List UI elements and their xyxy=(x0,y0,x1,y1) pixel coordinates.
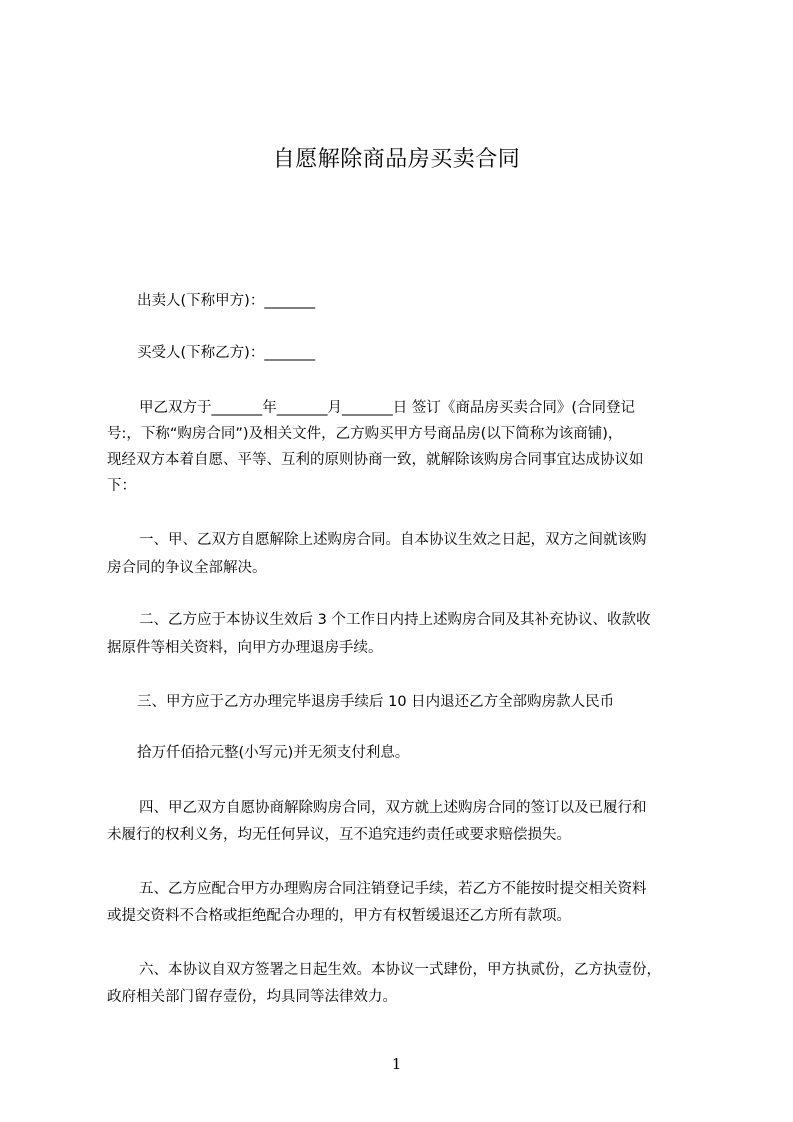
page-number: 1 xyxy=(391,1055,402,1073)
clause-3-line-1: 三、甲方应于乙方办理完毕退房手续后 10 日内退还乙方全部购房款人民币 xyxy=(137,694,615,710)
clause-4-line-1: 四、甲乙双方自愿协商解除购房合同，双方就上述购房合同的签订以及已履行和 xyxy=(139,800,647,816)
clause-1-line-2: 房合同的争议全部解决。 xyxy=(107,560,267,576)
clause-2-line-1: 二、乙方应于本协议生效后 3 个工作日内持上述购房合同及其补充协议、收款收 xyxy=(139,612,651,628)
clause-5-line-2: 或提交资料不合格或拒绝配合办理的，甲方有权暂缓退还乙方所有款项。 xyxy=(107,908,571,924)
intro-line-4: 下： xyxy=(107,478,136,494)
seller-line: 出卖人(下称甲方)：_______ xyxy=(137,293,316,309)
clause-5-line-1: 五、乙方应配合甲方办理购房合同注销登记手续，若乙方不能按时提交相关资料 xyxy=(139,881,647,897)
buyer-line: 买受人(下称乙方)：_______ xyxy=(137,345,316,361)
clause-4-line-2: 未履行的权利义务，均无任何异议，互不追究违约责任或要求赔偿损失。 xyxy=(107,827,571,843)
intro-line-2: 号:，下称“购房合同”)及相关文件，乙方购买甲方号商品房(以下简称为该商铺)， xyxy=(107,426,623,442)
clause-2-line-2: 据原件等相关资料，向甲方办理退房手续。 xyxy=(107,640,383,656)
clause-1-line-1: 一、甲、乙双方自愿解除上述购房合同。自本协议生效之日起，双方之间就该购 xyxy=(139,532,647,548)
intro-line-1: 甲乙双方于_______年_______月_______日 签订《商品房买卖合同》(合同登记 xyxy=(139,400,636,416)
clause-3-line-2: 拾万仟佰拾元整(小写元)并无须支付利息。 xyxy=(137,745,410,761)
document-title: 自愿解除商品房买卖合同 xyxy=(272,147,521,172)
clause-6-line-2: 政府相关部门留存壹份，均具同等法律效力。 xyxy=(107,989,397,1005)
clause-6-line-1: 六、本协议自双方签署之日起生效。本协议一式肆份，甲方执贰份，乙方执壹份， xyxy=(139,962,661,978)
intro-line-3: 现经双方本着自愿、平等、互利的原则协商一致，就解除该购房合同事宜达成协议如 xyxy=(107,452,644,468)
